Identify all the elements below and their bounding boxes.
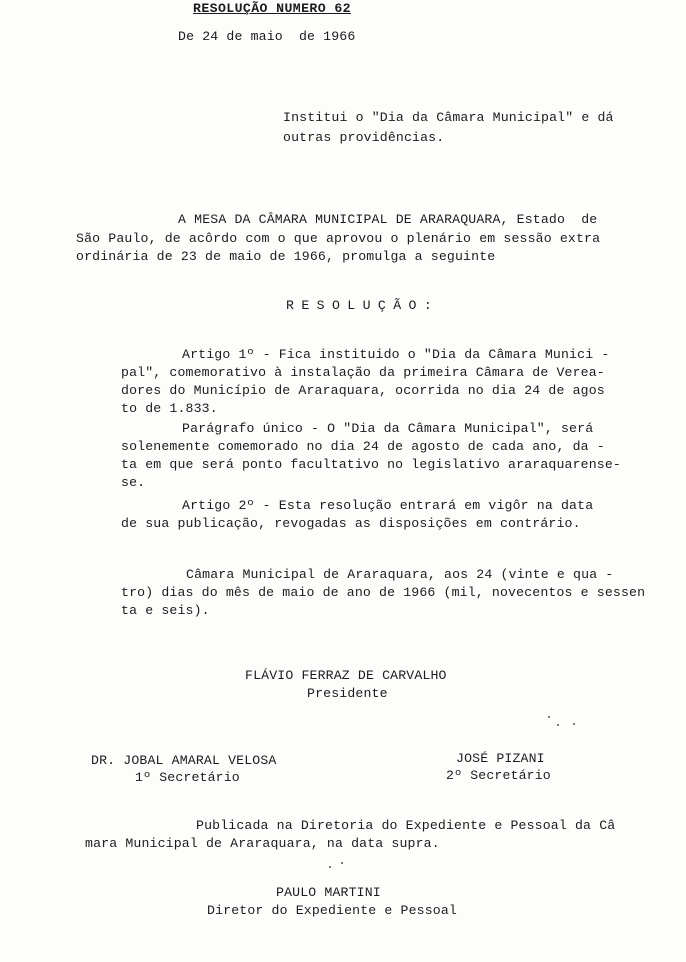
document-date: De 24 de maio de 1966	[178, 29, 356, 44]
ementa-line: outras providências.	[283, 130, 445, 145]
publication-line: Publicada na Diretoria do Expediente e Pessoal da Câ	[196, 818, 616, 833]
paragraph-unico-line: se.	[121, 475, 146, 490]
director-name: PAULO MARTINI	[276, 885, 381, 900]
closing-line: ta e seis).	[121, 603, 210, 618]
publication-line: mara Municipal de Araraquara, na data supra.	[85, 836, 440, 851]
scan-speck	[573, 723, 575, 725]
director-title: Diretor do Expediente e Pessoal	[207, 903, 457, 918]
scan-speck	[341, 862, 343, 864]
paragraph-unico-line: ta em que será ponto facultativo no legislativo araraquarense-	[121, 457, 621, 472]
article-1-line: to de 1.833.	[121, 401, 218, 416]
paragraph-unico-line: solenemente comemorado no dia 24 de agosto de cada ano, da -	[121, 439, 605, 454]
article-1-line: pal", comemorativo à instalação da primeira Câmara de Verea-	[121, 365, 605, 380]
scan-speck	[548, 716, 550, 718]
section-title: RESOLUÇÃO:	[286, 298, 440, 313]
paragraph-unico-line: Parágrafo único - O "Dia da Câmara Municipal", será	[182, 421, 594, 436]
closing-line: Câmara Municipal de Araraquara, aos 24 (vinte e qua -	[186, 567, 614, 582]
secretary-2-name: JOSÉ PIZANI	[456, 751, 545, 766]
secretary-1-title: 1º Secretário	[135, 770, 240, 785]
article-2-line: de sua publicação, revogadas as disposições em contrário.	[121, 516, 581, 531]
article-2-line: Artigo 2º - Esta resolução entrará em vigôr na data	[182, 498, 594, 513]
closing-line: tro) dias do mês de maio de ano de 1966 (mil, novecentos e sessen	[121, 585, 646, 600]
preamble-line: ordinária de 23 de maio de 1966, promulga a seguinte	[76, 249, 496, 264]
president-name: FLÁVIO FERRAZ DE CARVALHO	[245, 668, 447, 683]
president-title: Presidente	[307, 686, 388, 701]
article-1-line: Artigo 1º - Fica instituido o "Dia da Câmara Munici -	[182, 347, 610, 362]
scan-speck	[557, 724, 559, 726]
secretary-2-title: 2º Secretário	[446, 768, 551, 783]
ementa-line: Institui o "Dia da Câmara Municipal" e dá	[283, 110, 614, 125]
preamble-line: A MESA DA CÂMARA MUNICIPAL DE ARARAQUARA, Estado de	[178, 212, 598, 227]
article-1-line: dores do Município de Araraquara, ocorrida no dia 24 de agos	[121, 383, 605, 398]
secretary-1-name: DR. JOBAL AMARAL VELOSA	[91, 753, 277, 768]
scan-speck	[329, 866, 331, 868]
preamble-line: São Paulo, de acôrdo com o que aprovou o plenário em sessão extra	[76, 231, 601, 246]
document-title: RESOLUÇÃO NUMERO 62	[193, 1, 351, 16]
